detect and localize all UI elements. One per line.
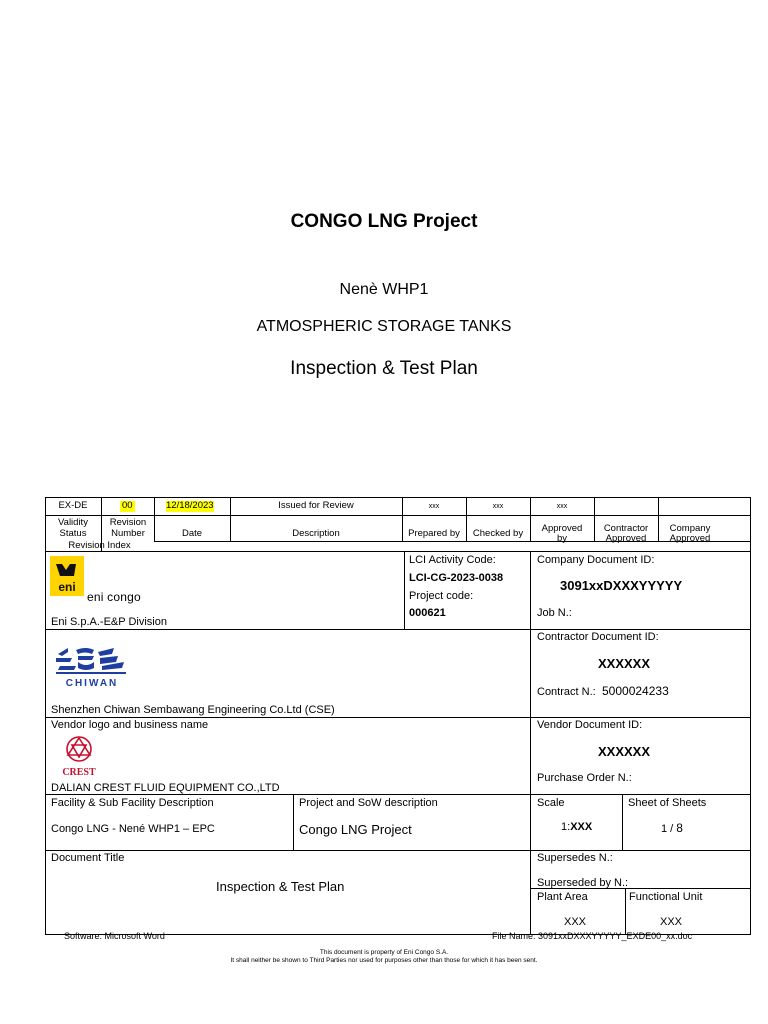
rev-approved: xxx: [556, 502, 568, 510]
rev-validity-status: EX-DE: [58, 500, 88, 512]
lci-activity-value: LCI-CG-2023-0038: [409, 572, 504, 584]
facility-subtitle: Nenè WHP1: [339, 281, 429, 298]
software-note: Software: Microsoft Word: [64, 931, 165, 941]
sheet-total: 8: [676, 821, 683, 835]
company-doc-id-value: 3091xxDXXXYYYYY: [560, 578, 683, 593]
hdr-description: Description: [292, 527, 340, 539]
usage-note: It shall neither be shown to Third Parties nor used for purposes other than those for which it has been sent.: [230, 957, 538, 964]
rev-checked: xxx: [492, 502, 504, 510]
scale-value: XXX: [570, 821, 593, 833]
sow-label: Project and SoW description: [299, 797, 438, 809]
contractor-doc-id-label: Contractor Document ID:: [537, 631, 659, 643]
property-note: This document is property of Eni Congo S.A.: [319, 949, 449, 956]
hdr-checked-by: Checked by: [472, 527, 524, 539]
chiwan-logo: [54, 644, 130, 688]
info-block: [45, 551, 751, 935]
hdr-contractor-approved: Contractor Approved: [603, 522, 649, 544]
hdr-revision-number: Revision Number: [109, 517, 147, 539]
project-title: CONGO LNG Project: [290, 211, 478, 232]
file-name-note: File Name: 3091xxDXXXYYYYY_EXDE00_xx.doc: [492, 931, 693, 941]
sheet-value-wrapper: [661, 821, 683, 835]
contractor-name: Shenzhen Chiwan Sembawang Engineering Co.Ltd (CSE): [51, 704, 335, 716]
functional-unit-label: Functional Unit: [629, 891, 703, 903]
hdr-approved-by: Approved by: [541, 522, 583, 544]
superseded-by-label: Superseded by N.:: [537, 877, 629, 889]
rev-description: Issued for Review: [278, 500, 354, 512]
company-name: Eni S.p.A.-E&P Division: [51, 616, 167, 628]
plant-area-value: XXX: [564, 916, 587, 928]
sow-value: Congo LNG Project: [299, 822, 412, 837]
project-code-value: 000621: [409, 607, 446, 619]
scale-prefix: 1:: [561, 821, 571, 833]
document-title-label: Document Title: [51, 852, 125, 864]
vendor-doc-id-value: XXXXXX: [598, 744, 651, 759]
rev-prepared: xxx: [428, 502, 440, 510]
hdr-company-approved: Company Approved: [669, 522, 711, 544]
scale-label: Scale: [537, 797, 565, 809]
supersedes-label: Supersedes N.:: [537, 852, 613, 864]
sheet-label: Sheet of Sheets: [628, 797, 707, 809]
rev-number: 00: [122, 500, 133, 512]
eni-logo: [50, 556, 84, 596]
hdr-validity-status: Validity Status: [58, 517, 88, 539]
vendor-name: DALIAN CREST FLUID EQUIPMENT CO.,LTD: [51, 782, 280, 794]
job-number-label: Job N.:: [537, 607, 572, 619]
vendor-section-label: Vendor logo and business name: [51, 719, 209, 731]
eni-logo-text: eni: [58, 580, 76, 594]
equipment-subtitle: ATMOSPHERIC STORAGE TANKS: [256, 318, 512, 335]
contract-number-value: 5000024233: [602, 684, 669, 698]
plant-area-label: Plant Area: [537, 891, 588, 903]
project-code-label: Project code:: [409, 590, 474, 602]
contract-number-label: Contract N.:: [537, 686, 596, 698]
purchase-order-label: Purchase Order N.:: [537, 772, 632, 784]
facility-value: Congo LNG - Nené WHP1 – EPC: [51, 823, 215, 835]
scale-value-wrapper: [561, 821, 592, 833]
sheet-current: 1 /: [661, 823, 674, 835]
lci-activity-label: LCI Activity Code:: [409, 554, 496, 566]
crest-logo-text: CREST: [62, 767, 96, 777]
crest-logo: [54, 735, 104, 777]
chiwan-logo-text: CHIWAN: [65, 678, 119, 688]
revision-index-label: Revision Index: [68, 540, 131, 552]
contractor-doc-id-value: XXXXXX: [598, 656, 651, 671]
vendor-doc-id-label: Vendor Document ID:: [537, 719, 643, 731]
document-subtitle: Inspection & Test Plan: [290, 358, 478, 379]
rev-date: 12/18/2023: [166, 500, 214, 512]
eni-congo-wordmark: eni congo: [87, 590, 141, 604]
functional-unit-value: XXX: [660, 916, 683, 928]
document-title-value: Inspection & Test Plan: [216, 879, 345, 894]
facility-label: Facility & Sub Facility Description: [51, 797, 214, 809]
hdr-prepared-by: Prepared by: [408, 527, 460, 539]
hdr-date: Date: [181, 527, 203, 539]
company-doc-id-label: Company Document ID:: [537, 554, 655, 566]
